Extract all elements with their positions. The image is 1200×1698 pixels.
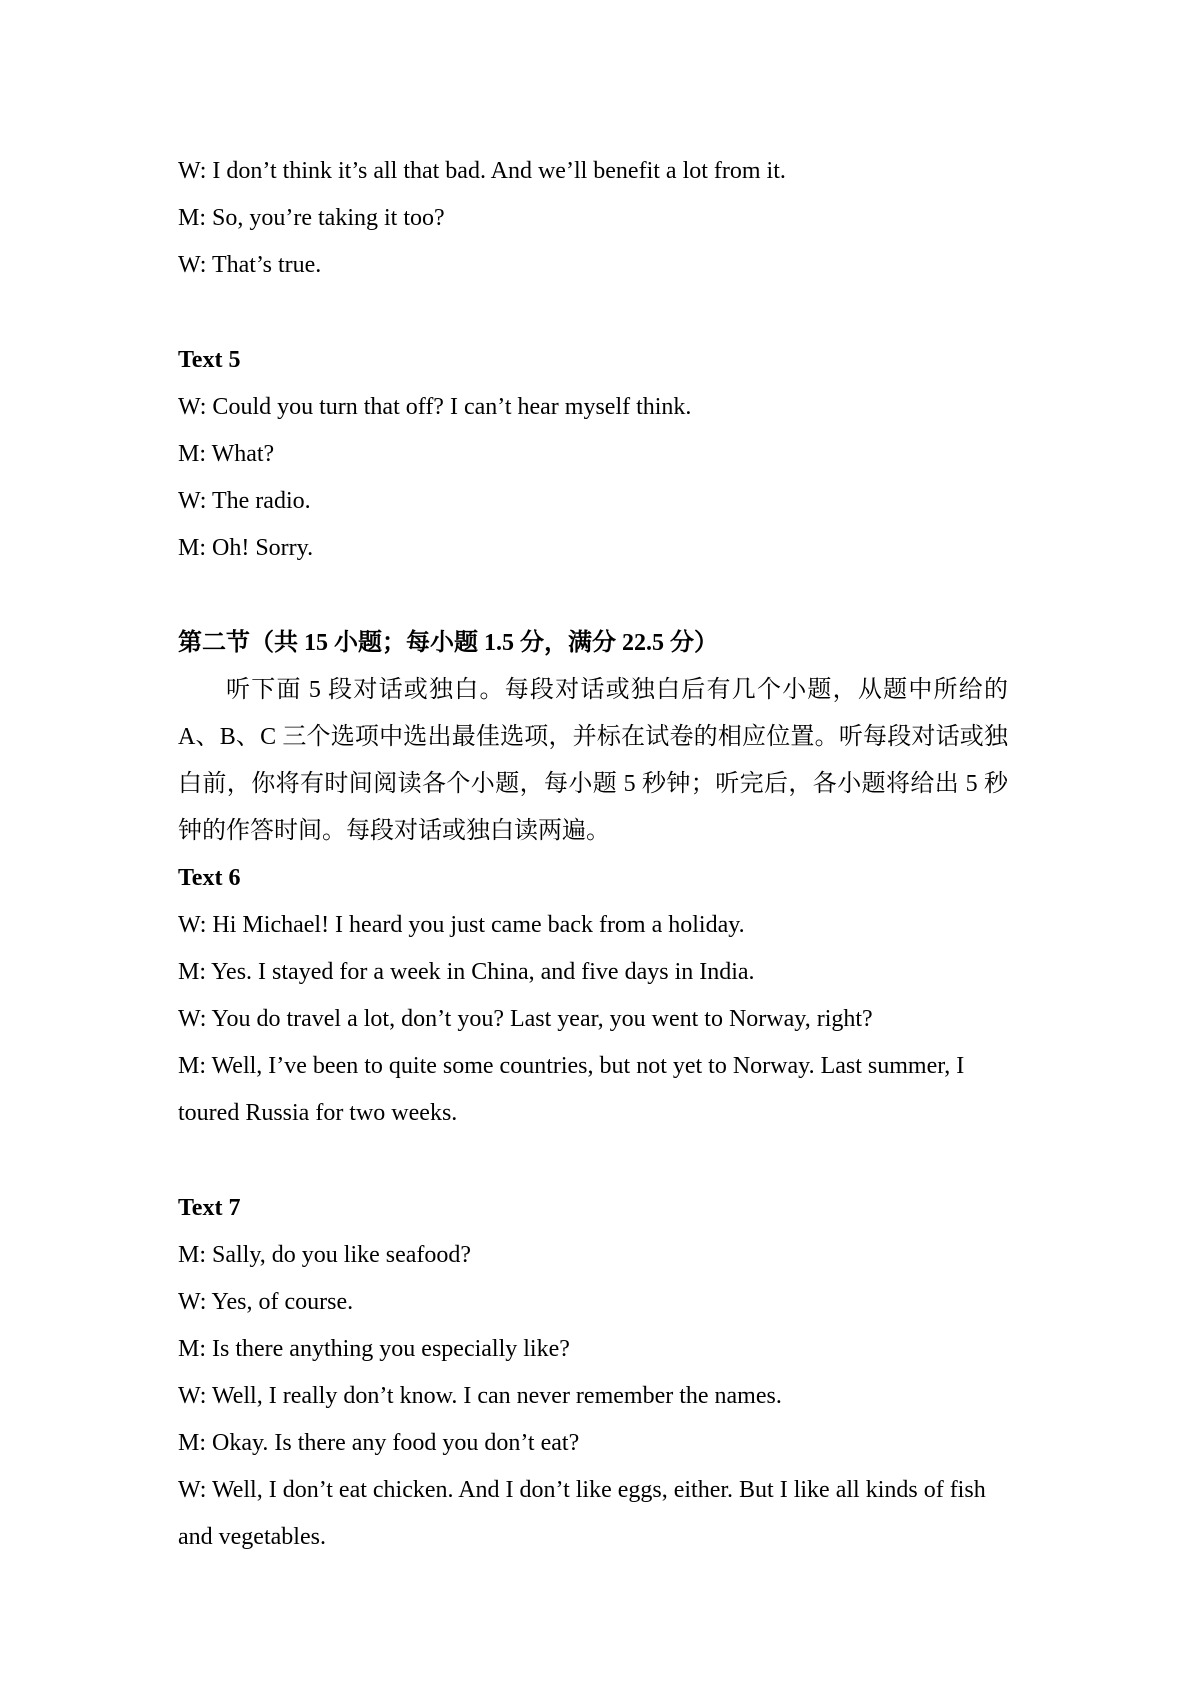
dialog-line: W: Hi Michael! I heard you just came back from a holiday. xyxy=(178,912,745,938)
section2-instructions: 听下面 5 段对话或独白。每段对话或独白后有几个小题，从题中所给的 A、B、C 三个选项中选出最佳选项，并标在试卷的相应位置。听每段对话或独白前，你将有时间阅读各个小题，每小题 5 秒钟；听完后，各小题将给出 5 秒钟的作答时间。每段对话或独白读两遍。 xyxy=(178,677,1008,844)
dialog-line: W: The radio. xyxy=(178,488,311,514)
dialog-line: M: Oh! Sorry. xyxy=(178,535,314,561)
dialog-line: M: What? xyxy=(178,441,275,467)
dialog-line: M: Okay. Is there any food you don’t eat? xyxy=(178,1430,580,1456)
dialog-line: W: I don’t think it’s all that bad. And we’ll benefit a lot from it. xyxy=(178,158,786,184)
section2-block xyxy=(178,620,1008,855)
dialog-line: W: Could you turn that off? I can’t hear myself think. xyxy=(178,394,692,420)
text6-block xyxy=(178,855,1008,1137)
dialog-line: M: Is there anything you especially like? xyxy=(178,1336,570,1362)
dialog-line: W: Yes, of course. xyxy=(178,1289,354,1315)
dialog-line: M: Well, I’ve been to quite some countries, but not yet to Norway. Last summer, I toured Russia for two weeks. xyxy=(178,1053,965,1126)
section2-heading: 第二节（共 15 小题；每小题 1.5 分，满分 22.5 分） xyxy=(178,630,718,656)
text7-block xyxy=(178,1185,1008,1561)
dialog-line: M: So, you’re taking it too? xyxy=(178,205,445,231)
dialog-line: W: Well, I don’t eat chicken. And I don’t like eggs, either. But I like all kinds of fish and vegetables. xyxy=(178,1477,986,1550)
text7-heading: Text 7 xyxy=(178,1195,241,1221)
dialog-line: M: Yes. I stayed for a week in China, and five days in India. xyxy=(178,959,755,985)
opening-dialog-block xyxy=(178,148,1008,289)
text5-block xyxy=(178,337,1008,572)
text5-heading: Text 5 xyxy=(178,347,241,373)
dialog-line: W: You do travel a lot, don’t you? Last year, you went to Norway, right? xyxy=(178,1006,873,1032)
dialog-line: W: Well, I really don’t know. I can never remember the names. xyxy=(178,1383,782,1409)
dialog-line: W: That’s true. xyxy=(178,252,322,278)
dialog-line: M: Sally, do you like seafood? xyxy=(178,1242,472,1268)
text6-heading: Text 6 xyxy=(178,865,241,891)
